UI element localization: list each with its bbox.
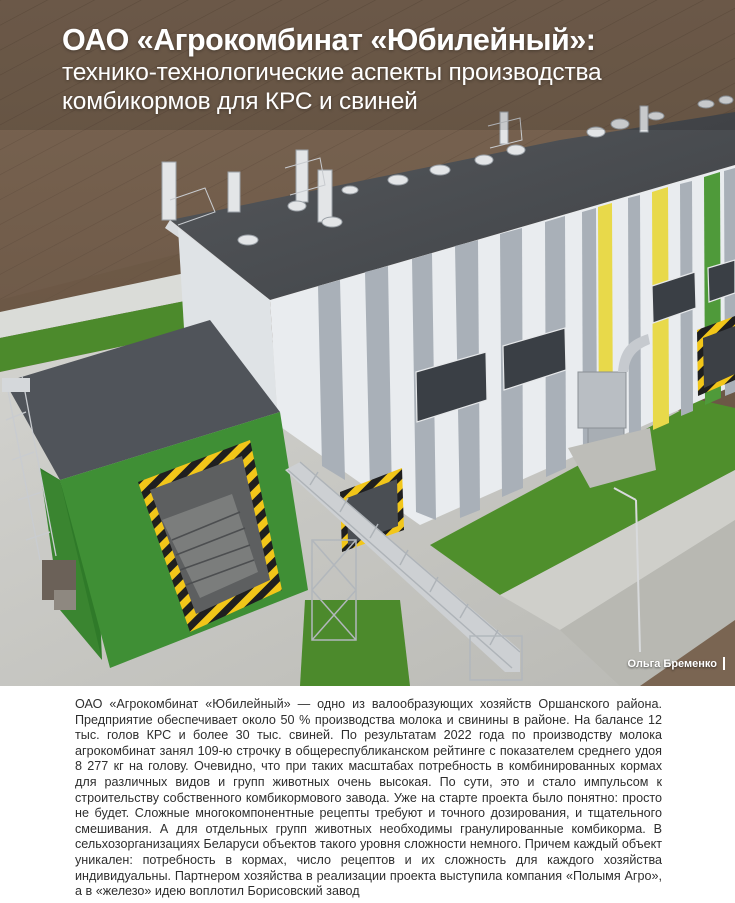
headline [62,22,702,116]
credit-separator [723,657,725,670]
body-paragraph: ОАО «Агрокомбинат «Юбилейный» — одно из валообразующих хозяйств Оршанского района. Предприятие обеспечивает около 50 % производства молока и свинины в районе. На балансе 12 тыс. голов КРС и более 30 тыс. свиней. По результатам 2022 года по производству молока агрокомбинат занял 109-ю строчку в общереспубликанском рейтинге с показателем среднего удоя 8 277 кг на голову. Очевидно, что при таких масштабах потребность в комбинированных кормах для различных видов и групп животных очень высокая. По сути, это и стало импульсом к строительству собственного комбикормового завода. Уже на старте проекта было понятно: просто не будет. Сложные многокомпонентные рецепты требуют и точного дозирования, и тщательного смешивания. А для отдельных групп животных необходимы гранулированные комбикорма. В сельхозорганизациях Беларуси объектов такого уровня сложности немного. Причем каждый объект уникален: потребность в кормах, число рецептов и их сложность для каждого хозяйства индивидуальны. Партнером хозяйства в реализации проекта выступила компания «Полымя Агро», а в «железо» идею воплотил Борисовский завод [75,697,662,899]
subtitle-line: технико-технологические аспекты производства [62,59,602,86]
photo-credit [628,657,726,670]
article-body [75,697,662,900]
subtitle-line: комбикормов для КРС и свиней [62,88,418,115]
article-title: ОАО «Агрокомбинат «Юбилейный»: [62,23,596,57]
article-subtitle [62,58,702,116]
photo-credit-name: Ольга Бременко [627,657,717,670]
